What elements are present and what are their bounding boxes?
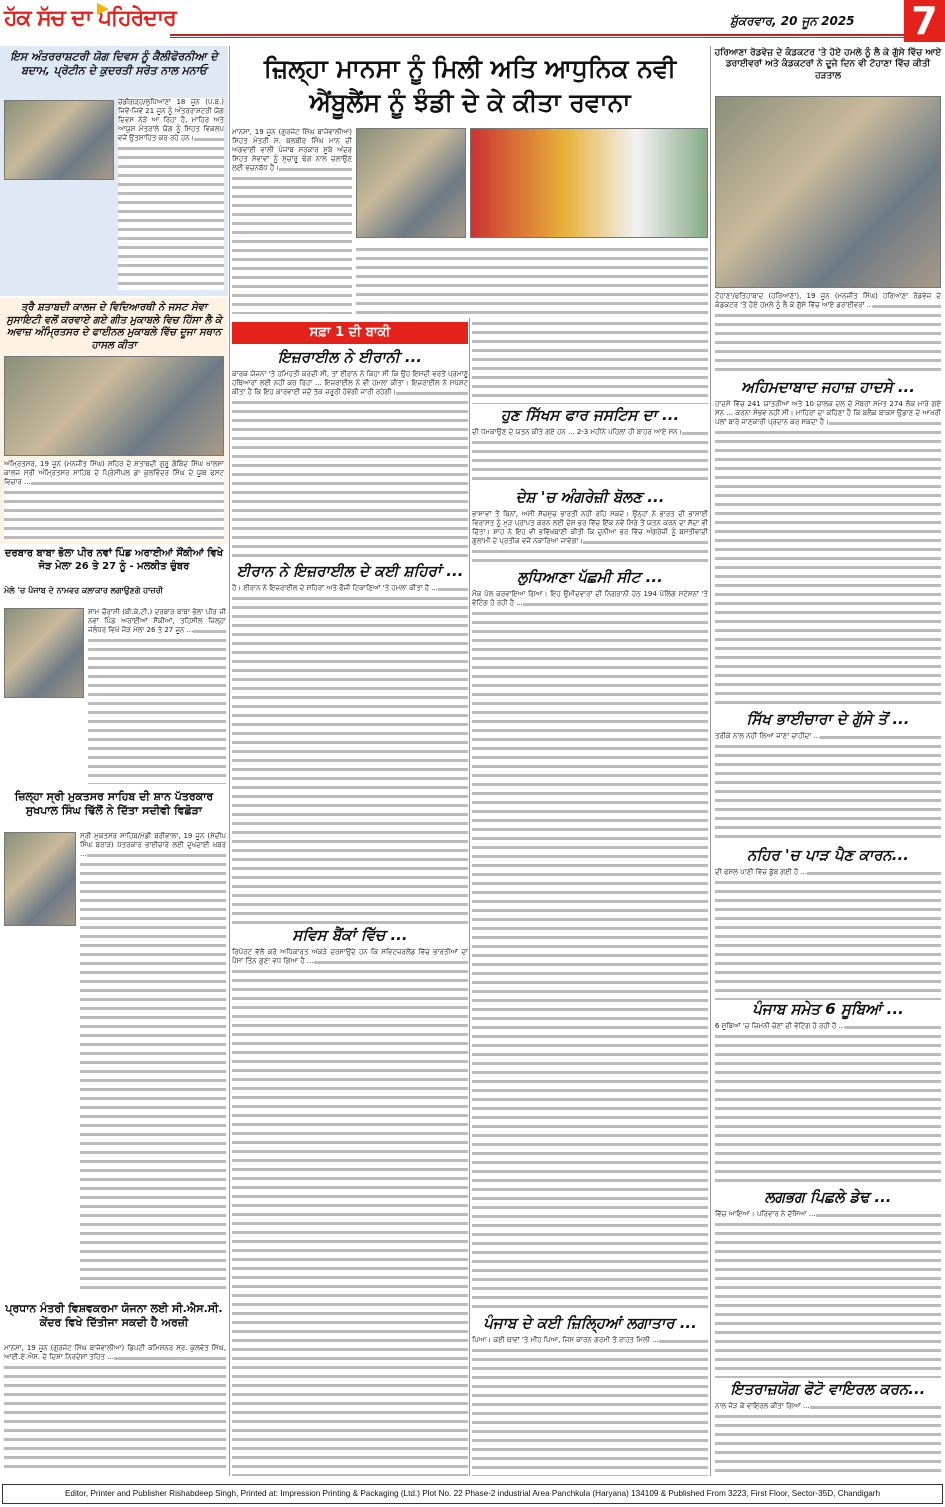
headline: ਦਰਬਾਰ ਬਾਬਾ ਭੋਲਾ ਪੀਰ ਨਵਾਂ ਪਿੰਡ ਅਰਾਈਆਂ ਸੌਂਕੀਆਂ ਵਿਖੇ ਜੋੜ ਮੇਲਾ 26 ਤੇ 27 ਨੂੰ - ਮਲਕੀਤ ਚੁੰਬਰ [4, 548, 224, 572]
students-photo [4, 356, 224, 456]
headline-objectionable-photo: ਇਤਰਾਜ਼ਯੋਗ ਫੋਟੋ ਵਾਇਰਲ ਕਰਨ... [730, 1380, 926, 1398]
malkit-chumbar-photo [4, 608, 84, 698]
yoga-photo [4, 100, 114, 180]
article-body: ਅੰਮ੍ਰਿਤਸਰ, 19 ਜੂਨ (ਮਨਜੀਤ ਸਿੰਘ) ਸ਼ਹਿਰ ਦੇ ਸ਼ਤਾਬਦੀ ਗੁਰੂ ਗੋਬਿੰਦ ਸਿੰਘ ਖਾਲਸਾ ਕਾਲਜ ਸ੍ਰੀ ਅੰਮ੍ਰਿਤਸਰ ਸਾਹਿਬ ਦੇ ਪ੍ਰਿੰਸੀਪਲ ਡਾ ਕੁਲਵਿੰਦਰ ਸਿੰਘ ਦੇ ਯੂਥ ਫਸਟ ਵਿਚਾਰ ... [4, 460, 224, 540]
article-body: ਨਾਲ ਜੋੜ ਕੇ ਵਾਇਰਲ ਕੀਤਾ ਗਿਆ ... [715, 1402, 941, 1476]
headline: ਜ਼ਿਲ੍ਹਾ ਸ੍ਰੀ ਮੁਕਤਸਰ ਸਾਹਿਬ ਦੀ ਸ਼ਾਨ ਪੱਤਰਕਾਰ ਸੁਖਪਾਲ ਸਿੰਘ ਢਿੱਲੋਂ ਨੇ ਦਿੱਤਾ ਸਦੀਵੀ ਵਿਛੋੜਾ [14, 790, 214, 817]
continued-banner: ਸਫ਼ਾ 1 ਦੀ ਬਾਕੀ [232, 322, 468, 344]
headline-roadways-strike: ਹਰਿਆਣਾ ਰੋਡਵੇਜ਼ ਦੇ ਕੰਡਕਟਰ 'ਤੇ ਹੋਏ ਹਮਲੇ ਨੂੰ ਲੈ ਕੇ ਗੁੱਸੇ ਵਿੱਚ ਆਏ ਡਰਾਈਵਰਾਂ ਅਤੇ ਕੰਡਕਟਰਾਂ ਨੇ ਦੂਜੇ ਦਿਨ ਵੀ ਟੋਹਾਣਾ ਵਿੱਚ ਕੀਤੀ ਹੜਤਾਲ [714, 48, 942, 81]
article-vishwakarma-yojana [0, 1300, 228, 1476]
headline-ludhiana-west: ਲੁਧਿਆਣਾ ਪੱਛਮੀ ਸੀਟ ... [517, 568, 663, 586]
headline-iran-israel-cities: ਈਰਾਨ ਨੇ ਇਜ਼ਰਾਈਲ ਦੇ ਕਈ ਸ਼ਹਿਰਾਂ ... [236, 562, 464, 580]
newspaper-logo: ਹੱਕ ਸੱਚ ਦਾ ਪਹਿਰੇਦਾਰ [4, 6, 176, 31]
ambulance-photo [470, 128, 708, 238]
article-jor-mela [0, 546, 228, 786]
article-journalist-demise [0, 788, 228, 1296]
article-body: 6 ਸੂਬਿਆਂ 'ਚ ਜ਼ਿਮਨੀ ਚੋਣਾਂ ਦੀ ਵੋਟਿੰਗ ਹੋ ਰਹੀ ਹੈ ... [715, 1022, 941, 1186]
article-body: ਪਿਆ। ਕਈ ਥਾਵਾਂ 'ਤੇ ਮੀਂਹ ਪਿਆ, ਜਿਸ ਕਾਰਨ ਗਰਮੀ ਤੋਂ ਰਾਹਤ ਮਿਲੀ ... [472, 1336, 708, 1476]
lead-headline: ਜ਼ਿਲ੍ਹਾ ਮਾਨਸਾ ਨੂੰ ਮਿਲੀ ਅਤਿ ਆਧੁਨਿਕ ਨਵੀ ਐਂਬੂਲੈਂਸ ਨੂੰ ਝੰਡੀ ਦੇ ਕੇ ਕੀਤਾ ਰਵਾਨਾ [263, 54, 677, 117]
headline: ਪ੍ਰਧਾਨ ਮੰਤਰੀ ਵਿਸ਼ਵਕਰਮਾ ਯੋਜਨਾ ਲਈ ਸੀ.ਐਸ.ਸੀ. ਕੇਂਦਰ ਵਿਖੇ ਦਿੱਤੀਜਾ ਸਕਦੀ ਹੈ ਅਰਜ਼ੀ [5, 1302, 223, 1329]
article-body: ਮੌਕ ਪੋਲ ਕਰਵਾਇਆ ਗਿਆ। ਇਹ ਉਮੀਦਵਾਰਾਂ ਦੀ ਨਿਗਰਾਨੀ ਹੇਠ 194 ਪੋਲਿੰਗ ਸਟੇਸ਼ਨਾਂ 'ਤੇ ਵੋਟਿੰਗ ਹੋ ਰਹੀ ਹੈ ... [472, 590, 708, 1310]
article-body [472, 318, 708, 404]
header-rule [170, 34, 905, 38]
headline: ਤ੍ਰੈ ਸ਼ਤਾਬਦੀ ਕਾਲਜ ਦੇ ਵਿਦਿਆਰਥੀ ਨੇ ਜਸਟ ਸੇਵਾ ਸੁਸਾਇਟੀ ਵਲੋਂ ਕਰਵਾਏ ਗਏ ਗੀਤ ਮੁਕਾਬਲੇ ਵਿਚ ਹਿੱਸਾ ਲੈ ਕੇ ਅਵਾਜ਼ ਅੰਮ੍ਰਿਤਸਰ ਦੇ ਫਾਈਨਲ ਮੁਕਾਬਲੇ ਵਿੱਚ ਦੂਜਾ ਸਥਾਨ ਹਾਸਲ ਕੀਤਾ [6, 302, 222, 351]
headline-ahmedabad-crash: ਅਹਿਮਦਾਬਾਦ ਜਹਾਜ਼ ਹਾਦਸੇ ... [741, 378, 915, 396]
page-number: 7 [904, 0, 945, 42]
headline-sfj: ਹੁਣ ਸਿੱਖਸ ਫਾਰ ਜਸਟਿਸ ਦਾ ... [500, 406, 680, 424]
headline: ਇਸ ਅੰਤਰਰਾਸ਼ਟਰੀ ਯੋਗ ਦਿਵਸ ਨੂੰ ਕੈਲੀਫੋਰਨੀਆ ਦੇ ਬਦਾਮ, ਪ੍ਰੋਟੀਨ ਦੇ ਕੁਦਰਤੀ ਸਰੋਤ ਨਾਲ ਮਨਾਓ [10, 50, 218, 77]
headline-swiss-banks: ਸਵਿਸ ਬੈਂਕਾਂ ਵਿੱਚ ... [292, 926, 408, 944]
strike-photo [715, 96, 941, 288]
article-yoga-day [0, 46, 228, 296]
article-body: ਸ਼ਾਮ ਚੌਰਾਸੀ (ਬੀ.ਕੇ.ਟੀ.) ਦਰਬਾਰ ਬਾਬਾ ਭੋਲਾ ਪੀਰ ਜੀ ਨਵਾਂ ਪਿੰਡ ਅਰਾਈਆਂ ਸੌਂਕੀਆਂ, ਤਹਿਸੀਲ ਜ਼ਿਲ੍ਹਾ ਜਲੰਧਰ ਵਿਖੇ ਜੋੜ ਮੇਲਾ 26 ਤੇ 27 ਜੂਨ ... [88, 608, 226, 784]
center-left-column [232, 348, 468, 1476]
headline-israel-iranian: ਇਜ਼ਰਾਈਲ ਨੇ ਈਰਾਨੀ ... [277, 348, 422, 366]
headline-sikh-community: ਸਿੱਖ ਭਾਈਚਾਰਾ ਦੇ ਗੁੱਸੇ ਤੋਂ ... [746, 710, 910, 728]
headline-canal-breach: ਨਹਿਰ 'ਚ ਪਾੜ ਪੈਣ ਕਾਰਨ... [747, 846, 909, 864]
issue-date: ਸ਼ੁੱਕਰਵਾਰ, 20 ਜੂਨ 2025 [730, 14, 855, 28]
article-body-continued [356, 244, 708, 314]
center-right-column [472, 318, 708, 1476]
article-body: ਵਿੱਚ ਆਇਆ। ਪਰਿਵਾਰ ਨੇ ਦੱਸਿਆ ... [715, 1210, 941, 1378]
article-body: ਹਾਦਸੇ ਵਿੱਚ 241 ਯਾਤਰੀਆਂ ਅਤੇ 10 ਚਾਲਕ ਦਲ ਦੇ ਮੈਂਬਰਾਂ ਸਮੇਤ 274 ਲੋਕ ਮਾਰੇ ਗਏ ਸਨ ... ਕਰਨਾ ਸੰਭਵ ਨਹੀਂ ਸੀ। ਮਾਹਿਰਾਂ ਦਾ ਕਹਿਣਾ ਹੈ ਕਿ ਬਲੈਕ ਬਾਕਸ ਉਡਾਣ ਦੇ ਆਖਰੀ ਪਲਾਂ ਬਾਰੇ ਜਾਣਕਾਰੀ ਪ੍ਰਦਾਨ ਕਰ ਸਕਦਾ ਹੈ। [715, 400, 941, 706]
article-body: ਦੀ ਧਮਕਾਉਣ ਦੇ ਯਤਨ ਕੀਤੇ ਗਏ ਹਨ ... 2-3 ਮਹੀਨੇ ਪਹਿਲਾਂ ਹੀ ਬਾਹਰ ਆਏ ਸਨ। [472, 428, 708, 486]
article-body: ਸ੍ਰੀ ਮੁਕਤਸਰ ਸਾਹਿਬ/ਮੰਡੀ ਬਰੀਵਾਲਾ, 19 ਜੂਨ (ਸੰਦੀਪ ਸਿੰਘ ਬਰਾੜ) ਪੱਤਰਕਾਰ ਭਾਈਚਾਰੇ ਲਈ ਦੁਖਦਾਈ ਖ਼ਬਰ ... [80, 832, 226, 1292]
article-body: ਦੀ ਫਸਲ ਪਾਣੀ ਵਿੱਚ ਡੁੱਬ ਗਈ ਹੈ ... [715, 868, 941, 1000]
lead-article-ambulance [232, 46, 708, 316]
article-body: ਮਾਨਸਾ, 19 ਜੂਨ (ਗੁਰਜੰਟ ਸਿੰਘ ਬਾਜੇਵਾਲੀਆ) ਸਿਹਤ ਮੰਤਰੀ ਸ. ਬਲਬੀਰ ਸਿੰਘ ਮਾਨ ਦੀ ਅਗਵਾਈ ਵਾਲੀ ਪੰਜਾਬ ਸਰਕਾਰ ਸੂਬੇ ਅੰਦਰ ਸਿਹਤ ਸੇਵਾਵਾਂ ਨੂੰ ਸੁਚਾਰੂ ਢੰਗ ਨਾਲ ਚਲਾਉਣ ਲਈ ਵਚਨਬੱਧ ਹੈ। [232, 128, 352, 314]
article-body: ਮਾਨਸਾ, 19 ਜੂਨ (ਗੁਰਜੰਟ ਸਿੰਘ ਬਾਜੇਵਾਲੀਆ) ਡਿਪਟੀ ਕਮਿਸ਼ਨਰ ਸ੍ਰ. ਕੁਲਵੰਤ ਸਿੰਘ, ਆਈ.ਏ.ਐਸ. ਦੇ ਦਿਸ਼ਾ ਨਿਰਦੇਸ਼ਾਂ ਤਹਿਤ ... [4, 1344, 226, 1474]
officials-photo [356, 128, 466, 238]
article-body: ਤਰੀਕੇ ਨਾਲ ਨਹੀਂ ਲਿਆ ਜਾਣਾ ਚਾਹੀਦਾ ... [715, 732, 941, 844]
masthead [0, 0, 945, 44]
headline-six-states: ਪੰਜਾਬ ਸਮੇਤ 6 ਸੂਬਿਆਂ ... [752, 1000, 904, 1018]
article-body: ਟੋਹਾਣਾ/ਫਤਿਹਾਬਾਦ (ਹਰਿਆਣਾ), 19 ਜੂਨ (ਮਨਜੀਤ ਸਿੰਘ) ਹਰਿਆਣਾ ਰੋਡਵੇਜ਼ ਦੇ ਕੰਡਕਟਰ 'ਤੇ ਹੋਏ ਹਮਲੇ ਨੂੰ ਲੈ ਕੇ ਗੁੱਸੇ ਵਿੱਚ ਆਏ ਡਰਾਈਵਰਾਂ ... [715, 292, 941, 376]
article-body: ਕਾਰਕ ਯੋਜਨਾ 'ਤੇ ਹਮਿਹਤੀ ਕਰਦੀ ਸੀ, ਤਾਂ ਈਰਾਨ ਨੇ ਕਿਹਾ ਸੀ ਕਿ ਉਹ ਇਸਦੀ ਵਰਤੋਂ ਪ੍ਰਮਾਣੂ ਹਥਿਆਰਾਂ ਲਈ ਨਹੀਂ ਕਰ ਰਿਹਾ ... ਇਜ਼ਰਾਈਲ ਨੇ ਵੀ ਹਮਲਾ ਕੀਤਾ। ਇਜ਼ਰਾਈਲ ਨੇ ਸਪੱਸ਼ਟ ਕੀਤਾ ਹੈ ਕਿ ਇਹ ਕਾਰਵਾਈ ਜਦੋਂ ਤੱਕ ਜ਼ਰੂਰੀ ਹੋਵੇਗੀ ਜਾਰੀ ਰਹੇਗੀ। [232, 370, 468, 560]
headline-punjab-rain: ਪੰਜਾਬ ਦੇ ਕਈ ਜ਼ਿਲ੍ਹਿਆਂ ਲਗਾਤਾਰ ... [483, 1314, 697, 1332]
article-song-competition [0, 298, 228, 544]
article-body: ਹੈ। ਈਰਾਨ ਨੇ ਇਜ਼ਰਾਈਲ ਦੇ ਸ਼ਹਿਰਾਂ ਅਤੇ ਫੌਜੀ ਟਿਕਾਣਿਆਂ 'ਤੇ ਹਮਲਾ ਕੀਤਾ ਹੈ ... [232, 584, 468, 924]
headline-english-speakers: ਦੇਸ਼ 'ਚ ਅੰਗਰੇਜ਼ੀ ਬੋਲਣ ... [515, 488, 665, 506]
article-body: ਰਿਪੋਰਟ ਵੱਲੋਂ ਕਰੋ ਅਧਿਕਾਰਤ ਅੰਕੜੇ ਦਰਸਾਉਂਦੇ ਹਨ ਕਿ ਸਵਿਟਜ਼ਰਲੈਂਡ ਵਿੱਚ ਭਾਰਤੀਆਂ ਦਾ ਪੈਸਾ ਤਿੰਨ ਗੁਣਾ ਵਧ ਗਿਆ ਹੈ ... [232, 948, 468, 1476]
headline-last-one-half: ਲਗਭਗ ਪਿਛਲੇ ਡੇਢ ... [764, 1188, 892, 1206]
right-column [713, 46, 943, 1476]
subheadline: ਮੇਲੇ 'ਚ ਪੰਜਾਬ ਦੇ ਨਾਮਵਰ ਕਲਾਕਾਰ ਲਗਾਉਣਗੇ ਹਾਜ਼ਰੀ [4, 586, 163, 595]
flag-icon [97, 3, 109, 15]
article-body: ਭਾਸ਼ਾਵਾਂ ਤੋਂ ਬਿਨਾਂ, ਅਸੀਂ ਸੱਚਮੁੱਚ ਭਾਰਤੀ ਨਹੀਂ ਰਹਿ ਸਕਦੇ। ਉਨ੍ਹਾਂ ਨੇ ਭਾਰਤ ਦੀ ਭਾਸ਼ਾਈ ਵਿਰਾਸਤ ਨੂੰ ਮੁੜ ਪ੍ਰਾਪਤ ਕਰਨ ਲਈ ਦੇਸ਼ ਭਰ ਵਿੱਚ ਇੱਕ ਨਵੇਂ ਸਿਰੇ ਤੋਂ ਯਤਨ ਕਰਨ ਦਾ ਸੱਦਾ ਵੀ ਦਿੱਤਾ। ਸ਼ਾਹ ਨੇ ਇਹ ਵੀ ਭਵਿੱਖਬਾਣੀ ਕੀਤੀ ਕਿ ਦੁਨੀਆ ਭਰ ਵਿੱਚ ਅੰਗਰੇਜ਼ੀ ਨੂੰ ਬਸਤੀਵਾਦੀ ਗੁਲਾਮੀ ਦੇ ਪ੍ਰਤੀਕ ਵਜੋਂ ਨਕਾਰਿਆ ਜਾਵੇਗਾ। [472, 510, 708, 564]
article-body: ਚੰਡੀਗੜ੍ਹ/ਲੁਧਿਆਣਾ 18 ਜੂਨ (ਪ.ਬ.) ਜਿਵੇਂ-ਜਿਵੇਂ 21 ਜੂਨ ਨੂੰ ਅੰਤਰਰਾਸ਼ਟਰੀ ਯੋਗ ਦਿਵਸ ਨੇੜੇ ਆ ਰਿਹਾ ਹੈ, ਮਾਹਿਰ ਅਤੇ ਆਯੁਸ਼ ਮੰਤਰਾਲੇ ਯੋਗ ਨੂੰ ਸਿਹਤ ਵਿਕਲਪ ਵਜੋਂ ਉਤਸ਼ਾਹਿਤ ਕਰ ਰਹੇ ਹਨ। [118, 98, 224, 290]
left-column [0, 46, 228, 1476]
sukhpal-dhillon-photo [4, 832, 76, 926]
imprint-footer: Editor, Printer and Publisher Rishabdeep Singh, Printed at: Impression Printing & Packaging (Ltd.) Plot No. 22 Phase-2 industrial Area Panchkula (Haryana) 134109 & Published From 3223, First Floor, Sector-35D, Chandigarh [2, 1484, 943, 1504]
